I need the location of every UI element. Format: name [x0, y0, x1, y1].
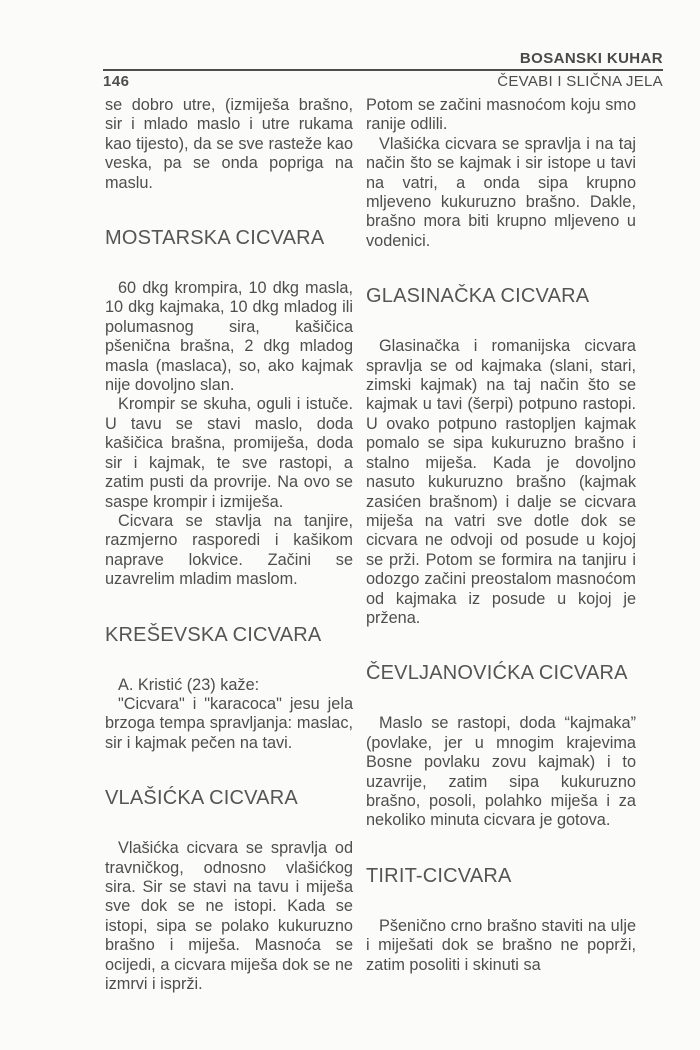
paragraph: se dobro utre, (izmiješa brašno, sir i mlado maslo i utre rukama kao tijesto), da se sve rasteže kao veska, pa se onda popriga na maslu. — [105, 96, 353, 192]
paragraph: Vlašićka cicvara se spravlja od travničkog, odnosno vlašićkog sira. Sir se stavi na tavu i miješa sve dok se ne istopi. Kada se istopi, sipa se polako kukuruzno brašno i miješa. Masnoća se ocijedi, a cicvara miješa dok se ne izmrvi i isprži. — [105, 839, 353, 993]
paragraph: 60 dkg krompira, 10 dkg masla, 10 dkg kajmaka, 10 dkg mladog ili polumasnog sira, kašičica pšenična brašna, 2 dkg mladog masla (maslaca), so, ako kajmak nije dovoljno slan. — [105, 279, 353, 395]
header-row — [103, 71, 663, 90]
section-heading-mostarska-cicvara: MOSTARSKA CICVARA — [105, 227, 325, 250]
left-column — [105, 96, 353, 994]
chapter-title: ČEVABI I SLIČNA JELA — [497, 73, 663, 90]
paragraph: A. Kristić (23) kaže: — [118, 675, 260, 694]
paragraph: Vlašićka cicvara se spravlja i na taj način što se kajmak i sir istope u tavi na vatri, a onda sipa krupno mljeveno kukuruzno brašno. Dakle, brašno mora biti krupno mljeveno u vodenici. — [366, 134, 636, 250]
paragraph: Krompir se skuha, oguli i istuče. U tavu se stavi maslo, doda kašičica brašna, promiješa, doda sir i kajmak, te sve rastopi, a zatim pusti da provrije. Na ovo se saspe krompir i izmiješa. — [105, 395, 353, 511]
section-heading-glasinacka-cicvara: GLASINAČKA CICVARA — [366, 285, 590, 308]
page-content — [105, 96, 662, 994]
section-heading-vlasicka-cicvara: VLAŠIĆKA CICVARA — [105, 787, 298, 810]
book-title: BOSANSKI KUHAR — [519, 50, 663, 67]
paragraph: Glasinačka i romanijska cicvara spravlja se od kajmaka (slani, stari, zimski kajmak) na taj način što se kajmak u tavi (šerpi) potpuno rastopi. U ovako potpuno rastopljen kajmak pomalo se sipa kukuruzno brašno i stalno miješa. Kada je dovoljno nasuto kukuruzno brašno (kajmak zasićen brašnom) i dalje se cicvara miješa na vatri sve dotle dok se cicvara ne odvoji od posude u kojoj se prži. Potom se formira na tanjiru i odozgo začini preostalom masnoćom od kajmaka iz posude u kojoj je pržena. — [366, 337, 636, 627]
page-number: 146 — [103, 73, 130, 90]
section-heading-tirit-cicvara: TIRIT-CICVARA — [366, 864, 512, 887]
paragraph: Maslo se rastopi, doda “kajmaka” (povlake, jer u mnogim krajevima Bosne povlaku zovu kajmak) i to uzavrije, zatim sipa kukuruzno brašno, posoli, polahko miješa i za nekoliko minuta cicvara je gotova. — [366, 714, 636, 830]
right-column — [366, 96, 636, 994]
section-heading-cevljanovicka-cicvara: ČEVLJANOVIĆKA CICVARA — [366, 662, 628, 685]
page-header — [103, 50, 663, 90]
section-heading-kresevska-cicvara: KREŠEVSKA CICVARA — [105, 623, 322, 646]
paragraph: "Cicvara" i "karacoca" jesu jela brzoga tempa spravljanja: maslac, sir i kajmak pečen na tavi. — [105, 694, 353, 752]
paragraph: Pšenično crno brašno staviti na ulje i miješati dok se brašno ne poprži, zatim posoliti i skinuti sa — [366, 916, 636, 974]
paragraph: Potom se začini masnoćom koju smo ranije odlili. — [366, 96, 636, 134]
paragraph: Cicvara se stavlja na tanjire, razmjerno rasporedi i kašikom naprave lokvice. Začini se uzavrelim mladim maslom. — [105, 511, 353, 589]
